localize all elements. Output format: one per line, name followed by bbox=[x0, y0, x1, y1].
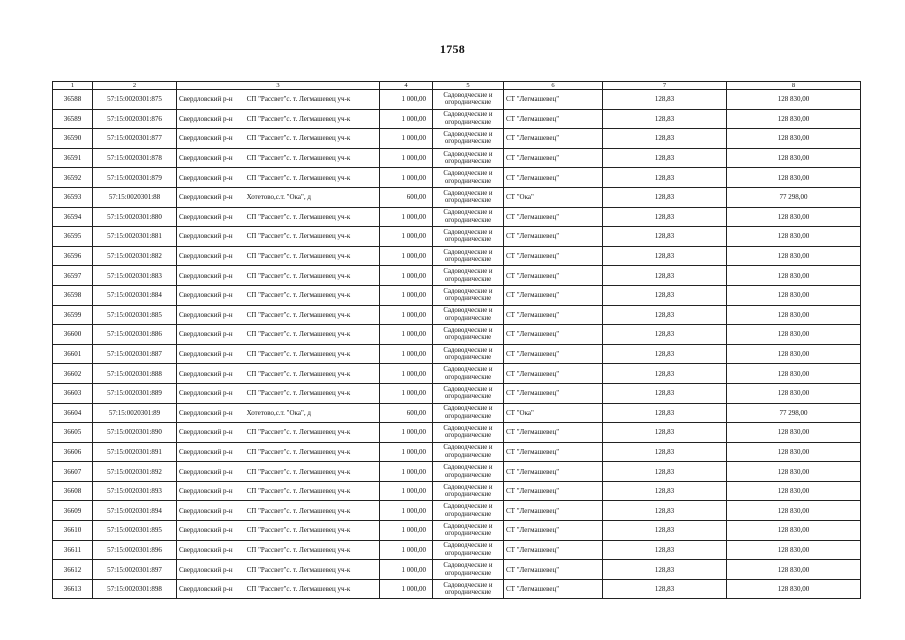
cadastral-number-cell: 57:15:0020301:888 bbox=[93, 364, 177, 384]
cadastral-number-cell: 57:15:0020301:878 bbox=[93, 148, 177, 168]
rate-cell: 128,83 bbox=[603, 501, 727, 521]
area-cell: 1 000,00 bbox=[380, 207, 433, 227]
land-use-cell: Садоводческие и огороднические bbox=[433, 521, 504, 541]
address-text: СП "Рассвет"с. т. Легмашевец уч-к bbox=[246, 389, 351, 398]
organization-cell: СТ "Легмашевец" bbox=[504, 266, 603, 286]
land-use-cell: Садоводческие и огороднические bbox=[433, 423, 504, 443]
district-text: Свердловский р-н bbox=[179, 95, 233, 104]
row-number-cell: 36588 bbox=[53, 90, 93, 110]
area-cell: 1 000,00 bbox=[380, 364, 433, 384]
district-text: Свердловский р-н bbox=[179, 506, 233, 515]
location-cell bbox=[177, 207, 380, 227]
land-use-cell: Садоводческие и огороднические bbox=[433, 344, 504, 364]
row-number-cell: 36597 bbox=[53, 266, 93, 286]
cadastral-value-cell: 128 830,00 bbox=[727, 148, 861, 168]
land-use-cell: Садоводческие и огороднические bbox=[433, 325, 504, 345]
table-body bbox=[53, 90, 861, 599]
location-cell bbox=[177, 481, 380, 501]
row-number-cell: 36613 bbox=[53, 579, 93, 599]
rate-cell: 128,83 bbox=[603, 364, 727, 384]
cadastral-value-cell: 128 830,00 bbox=[727, 129, 861, 149]
rate-cell: 128,83 bbox=[603, 560, 727, 580]
column-header: 7 bbox=[603, 82, 727, 90]
district-text: Свердловский р-н bbox=[179, 232, 233, 241]
cadastral-number-cell: 57:15:0020301:882 bbox=[93, 246, 177, 266]
table-row bbox=[53, 344, 861, 364]
address-text: Хотетово,с.т. "Ока", д bbox=[246, 408, 311, 417]
table-row bbox=[53, 481, 861, 501]
cadastral-number-cell: 57:15:0020301:879 bbox=[93, 168, 177, 188]
table-row bbox=[53, 442, 861, 462]
organization-cell: СТ "Легмашевец" bbox=[504, 501, 603, 521]
location-cell bbox=[177, 129, 380, 149]
district-text: Свердловский р-н bbox=[179, 173, 233, 182]
table-row bbox=[53, 90, 861, 110]
district-text: Свердловский р-н bbox=[179, 526, 233, 535]
land-use-cell: Садоводческие и огороднические bbox=[433, 266, 504, 286]
area-cell: 1 000,00 bbox=[380, 481, 433, 501]
address-text: СП "Рассвет"с. т. Легмашевец уч-к bbox=[246, 173, 351, 182]
rate-cell: 128,83 bbox=[603, 266, 727, 286]
location-cell bbox=[177, 148, 380, 168]
location-cell bbox=[177, 325, 380, 345]
address-text: СП "Рассвет"с. т. Легмашевец уч-к bbox=[246, 585, 351, 594]
rate-cell: 128,83 bbox=[603, 148, 727, 168]
land-use-cell: Садоводческие и огороднические bbox=[433, 305, 504, 325]
rate-cell: 128,83 bbox=[603, 90, 727, 110]
cadastral-number-cell: 57:15:0020301:894 bbox=[93, 501, 177, 521]
organization-cell: СТ "Легмашевец" bbox=[504, 325, 603, 345]
location-cell bbox=[177, 423, 380, 443]
organization-cell: СТ "Легмашевец" bbox=[504, 462, 603, 482]
cadastral-number-cell: 57:15:0020301:886 bbox=[93, 325, 177, 345]
land-use-cell: Садоводческие и огороднические bbox=[433, 560, 504, 580]
location-cell bbox=[177, 90, 380, 110]
rate-cell: 128,83 bbox=[603, 109, 727, 129]
area-cell: 1 000,00 bbox=[380, 383, 433, 403]
table-row bbox=[53, 285, 861, 305]
land-use-cell: Садоводческие и огороднические bbox=[433, 579, 504, 599]
row-number-cell: 36610 bbox=[53, 521, 93, 541]
rate-cell: 128,83 bbox=[603, 325, 727, 345]
land-use-cell: Садоводческие и огороднические bbox=[433, 187, 504, 207]
cadastral-value-cell: 128 830,00 bbox=[727, 305, 861, 325]
organization-cell: СТ "Легмашевец" bbox=[504, 148, 603, 168]
cadastral-number-cell: 57:15:0020301:883 bbox=[93, 266, 177, 286]
address-text: СП "Рассвет"с. т. Легмашевец уч-к bbox=[246, 506, 351, 515]
table-row bbox=[53, 579, 861, 599]
location-cell bbox=[177, 246, 380, 266]
area-cell: 1 000,00 bbox=[380, 109, 433, 129]
land-use-cell: Садоводческие и огороднические bbox=[433, 227, 504, 247]
row-number-cell: 36600 bbox=[53, 325, 93, 345]
cadastral-value-cell: 128 830,00 bbox=[727, 109, 861, 129]
address-text: СП "Рассвет"с. т. Легмашевец уч-к bbox=[246, 154, 351, 163]
organization-cell: СТ "Легмашевец" bbox=[504, 481, 603, 501]
row-number-cell: 36592 bbox=[53, 168, 93, 188]
location-cell bbox=[177, 442, 380, 462]
rate-cell: 128,83 bbox=[603, 481, 727, 501]
cadastral-number-cell: 57:15:0020301:891 bbox=[93, 442, 177, 462]
area-cell: 600,00 bbox=[380, 187, 433, 207]
organization-cell: СТ "Легмашевец" bbox=[504, 305, 603, 325]
table-row bbox=[53, 383, 861, 403]
address-text: СП "Рассвет"с. т. Легмашевец уч-к bbox=[246, 212, 351, 221]
row-number-cell: 36594 bbox=[53, 207, 93, 227]
area-cell: 1 000,00 bbox=[380, 148, 433, 168]
table-row bbox=[53, 540, 861, 560]
location-cell bbox=[177, 579, 380, 599]
location-cell bbox=[177, 285, 380, 305]
address-text: СП "Рассвет"с. т. Легмашевец уч-к bbox=[246, 526, 351, 535]
district-text: Свердловский р-н bbox=[179, 330, 233, 339]
table-row bbox=[53, 403, 861, 423]
row-number-cell: 36591 bbox=[53, 148, 93, 168]
district-text: Свердловский р-н bbox=[179, 487, 233, 496]
area-cell: 1 000,00 bbox=[380, 462, 433, 482]
cadastral-number-cell: 57:15:0020301:88 bbox=[93, 187, 177, 207]
row-number-cell: 36612 bbox=[53, 560, 93, 580]
land-use-cell: Садоводческие и огороднические bbox=[433, 90, 504, 110]
location-cell bbox=[177, 266, 380, 286]
cadastral-value-cell: 77 298,00 bbox=[727, 403, 861, 423]
address-text: СП "Рассвет"с. т. Легмашевец уч-к bbox=[246, 291, 351, 300]
row-number-cell: 36605 bbox=[53, 423, 93, 443]
district-text: Свердловский р-н bbox=[179, 408, 233, 417]
rate-cell: 128,83 bbox=[603, 521, 727, 541]
row-number-cell: 36609 bbox=[53, 501, 93, 521]
area-cell: 1 000,00 bbox=[380, 90, 433, 110]
area-cell: 1 000,00 bbox=[380, 168, 433, 188]
district-text: Свердловский р-н bbox=[179, 447, 233, 456]
cadastral-number-cell: 57:15:0020301:890 bbox=[93, 423, 177, 443]
rate-cell: 128,83 bbox=[603, 423, 727, 443]
organization-cell: СТ "Легмашевец" bbox=[504, 168, 603, 188]
organization-cell: СТ "Легмашевец" bbox=[504, 129, 603, 149]
column-header: 3 bbox=[177, 82, 380, 90]
organization-cell: СТ "Легмашевец" bbox=[504, 344, 603, 364]
rate-cell: 128,83 bbox=[603, 442, 727, 462]
cadastral-value-cell: 128 830,00 bbox=[727, 579, 861, 599]
cadastral-number-cell: 57:15:0020301:892 bbox=[93, 462, 177, 482]
rate-cell: 128,83 bbox=[603, 305, 727, 325]
address-text: СП "Рассвет"с. т. Легмашевец уч-к bbox=[246, 271, 351, 280]
table-row bbox=[53, 207, 861, 227]
cadastral-number-cell: 57:15:0020301:876 bbox=[93, 109, 177, 129]
area-cell: 1 000,00 bbox=[380, 285, 433, 305]
land-use-cell: Садоводческие и огороднические bbox=[433, 501, 504, 521]
land-use-cell: Садоводческие и огороднические bbox=[433, 364, 504, 384]
column-number-row bbox=[53, 82, 861, 90]
address-text: СП "Рассвет"с. т. Легмашевец уч-к bbox=[246, 447, 351, 456]
organization-cell: СТ "Легмашевец" bbox=[504, 246, 603, 266]
rate-cell: 128,83 bbox=[603, 207, 727, 227]
cadastral-number-cell: 57:15:0020301:898 bbox=[93, 579, 177, 599]
land-registry-table-wrap bbox=[52, 81, 860, 599]
cadastral-value-cell: 128 830,00 bbox=[727, 521, 861, 541]
area-cell: 1 000,00 bbox=[380, 227, 433, 247]
address-text: СП "Рассвет"с. т. Легмашевец уч-к bbox=[246, 310, 351, 319]
location-cell bbox=[177, 540, 380, 560]
row-number-cell: 36589 bbox=[53, 109, 93, 129]
row-number-cell: 36603 bbox=[53, 383, 93, 403]
location-cell bbox=[177, 521, 380, 541]
area-cell: 1 000,00 bbox=[380, 129, 433, 149]
row-number-cell: 36606 bbox=[53, 442, 93, 462]
row-number-cell: 36602 bbox=[53, 364, 93, 384]
cadastral-number-cell: 57:15:0020301:881 bbox=[93, 227, 177, 247]
rate-cell: 128,83 bbox=[603, 187, 727, 207]
address-text: СП "Рассвет"с. т. Легмашевец уч-к bbox=[246, 252, 351, 261]
cadastral-number-cell: 57:15:0020301:889 bbox=[93, 383, 177, 403]
address-text: СП "Рассвет"с. т. Легмашевец уч-к bbox=[246, 134, 351, 143]
column-header: 8 bbox=[727, 82, 861, 90]
location-cell bbox=[177, 168, 380, 188]
address-text: СП "Рассвет"с. т. Легмашевец уч-к bbox=[246, 114, 351, 123]
address-text: СП "Рассвет"с. т. Легмашевец уч-к bbox=[246, 565, 351, 574]
table-row bbox=[53, 305, 861, 325]
area-cell: 1 000,00 bbox=[380, 305, 433, 325]
address-text: СП "Рассвет"с. т. Легмашевец уч-к bbox=[246, 467, 351, 476]
cadastral-value-cell: 77 298,00 bbox=[727, 187, 861, 207]
land-use-cell: Садоводческие и огороднические bbox=[433, 383, 504, 403]
rate-cell: 128,83 bbox=[603, 462, 727, 482]
location-cell bbox=[177, 305, 380, 325]
district-text: Свердловский р-н bbox=[179, 193, 233, 202]
rate-cell: 128,83 bbox=[603, 168, 727, 188]
area-cell: 1 000,00 bbox=[380, 442, 433, 462]
table-row bbox=[53, 521, 861, 541]
organization-cell: СТ "Легмашевец" bbox=[504, 442, 603, 462]
cadastral-value-cell: 128 830,00 bbox=[727, 383, 861, 403]
land-use-cell: Садоводческие и огороднические bbox=[433, 285, 504, 305]
cadastral-value-cell: 128 830,00 bbox=[727, 246, 861, 266]
district-text: Свердловский р-н bbox=[179, 428, 233, 437]
location-cell bbox=[177, 501, 380, 521]
page-number: 1758 bbox=[439, 42, 466, 56]
district-text: Свердловский р-н bbox=[179, 252, 233, 261]
organization-cell: СТ "Ока" bbox=[504, 403, 603, 423]
cadastral-number-cell: 57:15:0020301:884 bbox=[93, 285, 177, 305]
table-row bbox=[53, 187, 861, 207]
area-cell: 1 000,00 bbox=[380, 579, 433, 599]
area-cell: 1 000,00 bbox=[380, 540, 433, 560]
location-cell bbox=[177, 109, 380, 129]
location-cell bbox=[177, 364, 380, 384]
rate-cell: 128,83 bbox=[603, 579, 727, 599]
land-use-cell: Садоводческие и огороднические bbox=[433, 207, 504, 227]
land-use-cell: Садоводческие и огороднические bbox=[433, 540, 504, 560]
rate-cell: 128,83 bbox=[603, 403, 727, 423]
land-use-cell: Садоводческие и огороднические bbox=[433, 403, 504, 423]
location-cell bbox=[177, 383, 380, 403]
cadastral-value-cell: 128 830,00 bbox=[727, 540, 861, 560]
district-text: Свердловский р-н bbox=[179, 114, 233, 123]
district-text: Свердловский р-н bbox=[179, 545, 233, 554]
address-text: СП "Рассвет"с. т. Легмашевец уч-к bbox=[246, 232, 351, 241]
land-registry-table bbox=[52, 81, 861, 599]
address-text: СП "Рассвет"с. т. Легмашевец уч-к bbox=[246, 330, 351, 339]
organization-cell: СТ "Легмашевец" bbox=[504, 423, 603, 443]
column-header: 1 bbox=[53, 82, 93, 90]
row-number-cell: 36593 bbox=[53, 187, 93, 207]
row-number-cell: 36595 bbox=[53, 227, 93, 247]
rate-cell: 128,83 bbox=[603, 344, 727, 364]
cadastral-number-cell: 57:15:0020301:893 bbox=[93, 481, 177, 501]
organization-cell: СТ "Легмашевец" bbox=[504, 560, 603, 580]
organization-cell: СТ "Легмашевец" bbox=[504, 285, 603, 305]
row-number-cell: 36599 bbox=[53, 305, 93, 325]
district-text: Свердловский р-н bbox=[179, 585, 233, 594]
district-text: Свердловский р-н bbox=[179, 134, 233, 143]
cadastral-number-cell: 57:15:0020301:880 bbox=[93, 207, 177, 227]
district-text: Свердловский р-н bbox=[179, 467, 233, 476]
location-cell bbox=[177, 560, 380, 580]
cadastral-value-cell: 128 830,00 bbox=[727, 481, 861, 501]
land-use-cell: Садоводческие и огороднические bbox=[433, 481, 504, 501]
row-number-cell: 36608 bbox=[53, 481, 93, 501]
table-row bbox=[53, 266, 861, 286]
organization-cell: СТ "Легмашевец" bbox=[504, 540, 603, 560]
land-use-cell: Садоводческие и огороднические bbox=[433, 462, 504, 482]
cadastral-value-cell: 128 830,00 bbox=[727, 285, 861, 305]
cadastral-number-cell: 57:15:0020301:875 bbox=[93, 90, 177, 110]
rate-cell: 128,83 bbox=[603, 129, 727, 149]
cadastral-number-cell: 57:15:0020301:897 bbox=[93, 560, 177, 580]
rate-cell: 128,83 bbox=[603, 285, 727, 305]
table-row bbox=[53, 227, 861, 247]
district-text: Свердловский р-н bbox=[179, 310, 233, 319]
cadastral-value-cell: 128 830,00 bbox=[727, 344, 861, 364]
table-row bbox=[53, 246, 861, 266]
organization-cell: СТ "Легмашевец" bbox=[504, 109, 603, 129]
column-header: 6 bbox=[504, 82, 603, 90]
organization-cell: СТ "Легмашевец" bbox=[504, 364, 603, 384]
district-text: Свердловский р-н bbox=[179, 271, 233, 280]
cadastral-value-cell: 128 830,00 bbox=[727, 560, 861, 580]
district-text: Свердловский р-н bbox=[179, 212, 233, 221]
cadastral-value-cell: 128 830,00 bbox=[727, 501, 861, 521]
cadastral-value-cell: 128 830,00 bbox=[727, 364, 861, 384]
location-cell bbox=[177, 187, 380, 207]
cadastral-value-cell: 128 830,00 bbox=[727, 90, 861, 110]
organization-cell: СТ "Легмашевец" bbox=[504, 521, 603, 541]
location-cell bbox=[177, 344, 380, 364]
land-use-cell: Садоводческие и огороднические bbox=[433, 442, 504, 462]
cadastral-number-cell: 57:15:0020301:887 bbox=[93, 344, 177, 364]
table-row bbox=[53, 364, 861, 384]
area-cell: 1 000,00 bbox=[380, 521, 433, 541]
cadastral-value-cell: 128 830,00 bbox=[727, 423, 861, 443]
location-cell bbox=[177, 227, 380, 247]
cadastral-number-cell: 57:15:0020301:877 bbox=[93, 129, 177, 149]
column-header: 4 bbox=[380, 82, 433, 90]
land-use-cell: Садоводческие и огороднические bbox=[433, 109, 504, 129]
cadastral-number-cell: 57:15:0020301:89 bbox=[93, 403, 177, 423]
cadastral-value-cell: 128 830,00 bbox=[727, 168, 861, 188]
area-cell: 1 000,00 bbox=[380, 423, 433, 443]
address-text: Хотетово,с.т. "Ока", д bbox=[246, 193, 311, 202]
district-text: Свердловский р-н bbox=[179, 565, 233, 574]
rate-cell: 128,83 bbox=[603, 540, 727, 560]
district-text: Свердловский р-н bbox=[179, 291, 233, 300]
table-row bbox=[53, 423, 861, 443]
area-cell: 1 000,00 bbox=[380, 501, 433, 521]
table-row bbox=[53, 325, 861, 345]
row-number-cell: 36598 bbox=[53, 285, 93, 305]
area-cell: 1 000,00 bbox=[380, 325, 433, 345]
location-cell bbox=[177, 462, 380, 482]
table-row bbox=[53, 148, 861, 168]
address-text: СП "Рассвет"с. т. Легмашевец уч-к bbox=[246, 428, 351, 437]
column-header: 2 bbox=[93, 82, 177, 90]
area-cell: 1 000,00 bbox=[380, 560, 433, 580]
organization-cell: СТ "Легмашевец" bbox=[504, 383, 603, 403]
row-number-cell: 36590 bbox=[53, 129, 93, 149]
area-cell: 1 000,00 bbox=[380, 266, 433, 286]
row-number-cell: 36601 bbox=[53, 344, 93, 364]
land-use-cell: Садоводческие и огороднические bbox=[433, 246, 504, 266]
organization-cell: СТ "Легмашевец" bbox=[504, 579, 603, 599]
organization-cell: СТ "Ока" bbox=[504, 187, 603, 207]
table-row bbox=[53, 109, 861, 129]
district-text: Свердловский р-н bbox=[179, 389, 233, 398]
district-text: Свердловский р-н bbox=[179, 369, 233, 378]
row-number-cell: 36607 bbox=[53, 462, 93, 482]
address-text: СП "Рассвет"с. т. Легмашевец уч-к bbox=[246, 545, 351, 554]
rate-cell: 128,83 bbox=[603, 383, 727, 403]
table-row bbox=[53, 462, 861, 482]
land-use-cell: Садоводческие и огороднические bbox=[433, 148, 504, 168]
address-text: СП "Рассвет"с. т. Легмашевец уч-к bbox=[246, 350, 351, 359]
area-cell: 1 000,00 bbox=[380, 344, 433, 364]
rate-cell: 128,83 bbox=[603, 246, 727, 266]
cadastral-number-cell: 57:15:0020301:896 bbox=[93, 540, 177, 560]
row-number-cell: 36596 bbox=[53, 246, 93, 266]
table-row bbox=[53, 168, 861, 188]
district-text: Свердловский р-н bbox=[179, 154, 233, 163]
location-cell bbox=[177, 403, 380, 423]
area-cell: 600,00 bbox=[380, 403, 433, 423]
cadastral-number-cell: 57:15:0020301:895 bbox=[93, 521, 177, 541]
district-text: Свердловский р-н bbox=[179, 350, 233, 359]
cadastral-value-cell: 128 830,00 bbox=[727, 266, 861, 286]
organization-cell: СТ "Легмашевец" bbox=[504, 207, 603, 227]
address-text: СП "Рассвет"с. т. Легмашевец уч-к bbox=[246, 487, 351, 496]
rate-cell: 128,83 bbox=[603, 227, 727, 247]
area-cell: 1 000,00 bbox=[380, 246, 433, 266]
column-header: 5 bbox=[433, 82, 504, 90]
cadastral-number-cell: 57:15:0020301:885 bbox=[93, 305, 177, 325]
land-use-cell: Садоводческие и огороднические bbox=[433, 129, 504, 149]
organization-cell: СТ "Легмашевец" bbox=[504, 90, 603, 110]
cadastral-value-cell: 128 830,00 bbox=[727, 442, 861, 462]
row-number-cell: 36604 bbox=[53, 403, 93, 423]
organization-cell: СТ "Легмашевец" bbox=[504, 227, 603, 247]
cadastral-value-cell: 128 830,00 bbox=[727, 325, 861, 345]
row-number-cell: 36611 bbox=[53, 540, 93, 560]
table-row bbox=[53, 129, 861, 149]
cadastral-value-cell: 128 830,00 bbox=[727, 462, 861, 482]
table-row bbox=[53, 501, 861, 521]
cadastral-value-cell: 128 830,00 bbox=[727, 207, 861, 227]
land-use-cell: Садоводческие и огороднические bbox=[433, 168, 504, 188]
cadastral-value-cell: 128 830,00 bbox=[727, 227, 861, 247]
address-text: СП "Рассвет"с. т. Легмашевец уч-к bbox=[246, 369, 351, 378]
table-row bbox=[53, 560, 861, 580]
address-text: СП "Рассвет"с. т. Легмашевец уч-к bbox=[246, 95, 351, 104]
